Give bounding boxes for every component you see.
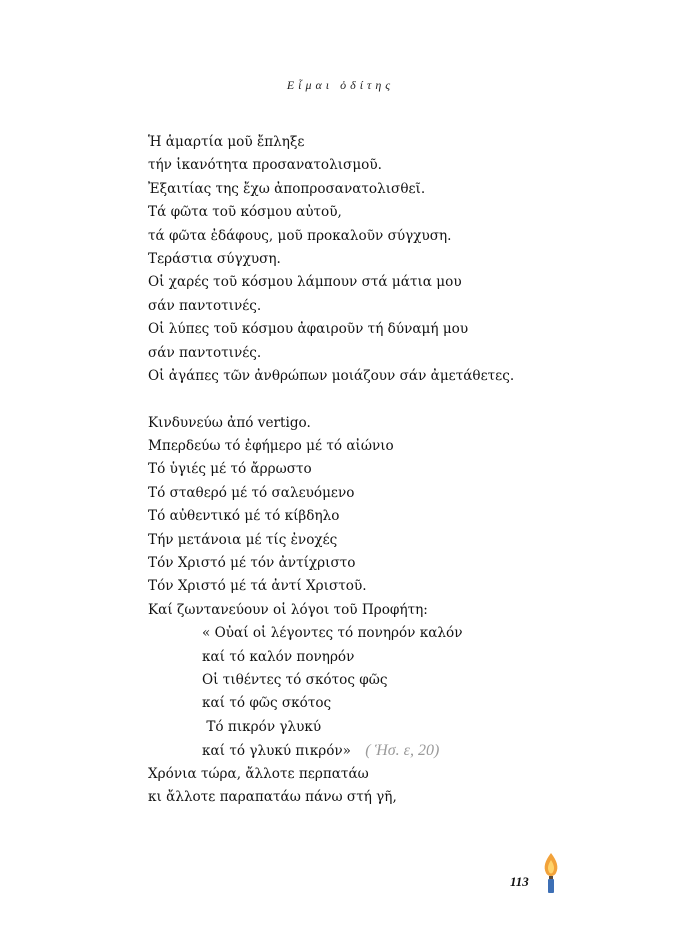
closing-lines: [148, 763, 628, 810]
poem-line: Μπερδεύω τό ἐφήμερο μέ τό αἰώνιο: [148, 438, 394, 455]
poem-line: Χρόνια τώρα, ἄλλοτε περπατάω: [148, 765, 369, 782]
poem-line: Τό αὐθεντικό μέ τό κίβδηλο: [148, 508, 340, 525]
quote-line: « Οὐαί οἱ λέγοντες τό πονηρόν καλόν: [202, 625, 463, 642]
poem-line: Τεράστια σύγχυση.: [148, 250, 281, 267]
poem-line: Οἱ χαρές τοῦ κόσμου λάμπουν στά μάτια μου: [148, 274, 462, 291]
quote-line: καί τό γλυκύ πικρόν»: [202, 743, 351, 760]
poem-line: Τήν μετάνοια μέ τίς ἐνοχές: [148, 531, 338, 548]
poem-line: Τό ὑγιές μέ τό ἄρρωστο: [148, 461, 312, 478]
poem-line: Τόν Χριστό μέ τόν ἀντίχριστο: [148, 555, 356, 572]
poem-line: Ἡ ἁμαρτία μοῦ ἔπληξε: [148, 134, 305, 150]
poem-body: [148, 131, 628, 809]
poem-line: Τό σταθερό μέ τό σαλευόμενο: [148, 484, 355, 501]
poem-line: σάν παντοτινές.: [148, 344, 262, 361]
poem-line: Τά φῶτα τοῦ κόσμου αὐτοῦ,: [148, 204, 342, 221]
poem-line: τήν ἱκανότητα προσανατολισμοῦ.: [148, 157, 382, 174]
poem-line: κι ἄλλοτε παραπατάω πάνω στή γῆ,: [148, 788, 397, 805]
poem-line: τά φῶτα ἐδάφους, μοῦ προκαλοῦν σύγχυση.: [148, 227, 452, 244]
poem-line: Καί ζωντανεύουν οἱ λόγοι τοῦ Προφήτη:: [148, 601, 428, 618]
page-number: 113: [510, 874, 529, 889]
poem-line: Ἐξαιτίας της ἔχω ἀποπροσανατολισθεῖ.: [148, 180, 426, 197]
stanza-1: [148, 131, 628, 388]
prophet-quote: [148, 622, 628, 762]
candle-icon: [540, 852, 562, 894]
poem-line: Οἱ ἀγάπες τῶν ἀνθρώπων μοιάζουν σάν ἀμετάθετες.: [148, 367, 515, 384]
quote-line-with-citation: [148, 739, 628, 762]
scripture-citation: ( Ἡσ. ε, 20): [365, 742, 440, 760]
quote-line: καί τό φῶς σκότος: [202, 695, 332, 712]
poem-line: σάν παντοτινές.: [148, 297, 262, 314]
quote-line: καί τό καλόν πονηρόν: [202, 648, 355, 665]
quote-line: Οἱ τιθέντες τό σκότος φῶς: [202, 671, 388, 688]
running-header: Εἶμαι ὁδίτης: [286, 78, 395, 92]
stanza-break: [148, 388, 628, 411]
poem-line: Τόν Χριστό μέ τά ἀντί Χριστοῦ.: [148, 578, 367, 595]
stanza-2: [148, 412, 628, 623]
quote-line: Τό πικρόν γλυκύ: [202, 718, 322, 735]
poem-line: Οἱ λύπες τοῦ κόσμου ἀφαιροῦν τή δύναμή μου: [148, 321, 469, 338]
poem-line: Κινδυνεύω ἀπό vertigo.: [148, 414, 311, 431]
